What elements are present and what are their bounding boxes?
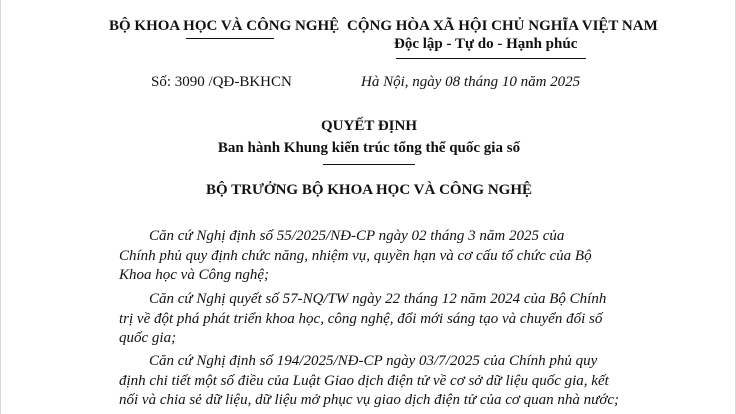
paragraph-line: định chi tiết một số điều của Luật Giao dịch điện tử về cơ sở dữ liệu quốc gia, kết: [119, 372, 609, 389]
paragraph-line: Chính phủ quy định chức năng, nhiệm vụ, quyền hạn và cơ cấu tổ chức của Bộ: [119, 247, 592, 264]
national-title: CỘNG HÒA XÃ HỘI CHỦ NGHĨA VIỆT NAM: [347, 18, 658, 34]
paragraph-line: trị về đột phá phát triển khoa học, công nghệ, đổi mới sáng tạo và chuyển đổi số: [119, 310, 603, 327]
agency-underline: [186, 38, 274, 39]
decision-heading: QUYẾT ĐỊNH: [321, 118, 417, 134]
decision-subject: Ban hành Khung kiến trúc tổng thể quốc gia số: [217, 140, 521, 156]
paragraph-line: Căn cứ Nghị quyết số 57-NQ/TW ngày 22 tháng 12 năm 2024 của Bộ Chính: [149, 291, 607, 307]
paragraph-line: quốc gia;: [119, 330, 177, 346]
paragraph-line: nối và chia sẻ dữ liệu, dữ liệu mở phục vụ giao dịch điện tử của cơ quan nhà nước;: [119, 392, 619, 408]
national-motto: Độc lập - Tự do - Hạnh phúc: [394, 36, 578, 52]
subject-underline: [323, 164, 415, 165]
motto-underline: [396, 58, 586, 59]
paragraph-line: Căn cứ Nghị định số 55/2025/NĐ-CP ngày 02 tháng 3 năm 2025 của: [149, 228, 565, 244]
legal-basis-paragraph: [119, 227, 627, 286]
legal-basis-paragraph: [119, 290, 627, 349]
paragraph-line: Khoa học và Công nghệ;: [119, 267, 269, 283]
legal-basis-paragraph: [119, 352, 627, 411]
issuing-agency: BỘ KHOA HỌC VÀ CÔNG NGHỆ: [109, 18, 340, 34]
document-number: Số: 3090 /QĐ-BKHCN: [151, 74, 292, 90]
paragraph-line: Căn cứ Nghị định số 194/2025/NĐ-CP ngày 03/7/2025 của Chính phủ quy: [149, 353, 598, 369]
issuing-authority: BỘ TRƯỞNG BỘ KHOA HỌC VÀ CÔNG NGHỆ: [205, 182, 532, 198]
place-and-date: Hà Nội, ngày 08 tháng 10 năm 2025: [361, 74, 581, 90]
